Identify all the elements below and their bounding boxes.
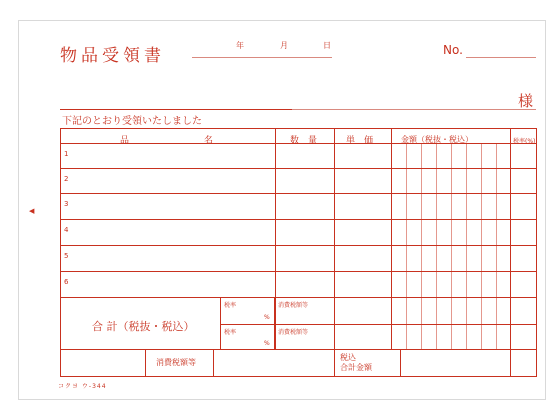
- date-day-label: 日: [323, 41, 331, 50]
- row-number-4: 4: [64, 226, 69, 234]
- form-title: 物品受領書: [60, 46, 165, 66]
- row-number-6: 6: [64, 278, 69, 286]
- header-tax-rate: 税率(%): [513, 138, 536, 145]
- table-outline: [61, 129, 537, 377]
- row-number-3: 3: [64, 200, 69, 208]
- header-name: 名: [204, 136, 214, 146]
- product-code: コクヨ ウ-344: [58, 383, 107, 390]
- date-month-label: 月: [280, 41, 288, 50]
- row-number-1: 1: [64, 150, 69, 158]
- tax-rate-label-2: 税率: [224, 329, 237, 336]
- header-item: 品: [120, 136, 130, 146]
- consumption-tax-label: 消費税額等: [156, 358, 196, 367]
- honorific-label: 様: [518, 92, 534, 110]
- date-year-label: 年: [236, 41, 244, 50]
- row-number-5: 5: [64, 252, 69, 260]
- tax-amount-label-1: 消費税額等: [278, 302, 309, 309]
- notice-text: 下記のとおり受領いたしました: [62, 116, 202, 127]
- total-label: 合 計（税抜・税込）: [92, 320, 195, 333]
- header-quantity: 数 量: [290, 136, 318, 146]
- margin-arrow-icon: ◀: [29, 207, 35, 215]
- row-number-2: 2: [64, 175, 69, 183]
- header-unit-price: 単 価: [346, 136, 374, 146]
- header-amount: 金額（税抜・税込）: [401, 135, 473, 144]
- tax-included-total-label: [340, 353, 372, 373]
- percent-label-1: %: [264, 314, 270, 321]
- tax-amount-label-2: 消費税額等: [278, 329, 309, 336]
- tax-included-line1: 税込: [340, 353, 356, 362]
- tax-rate-label-1: 税率: [224, 302, 237, 309]
- number-label: No.: [443, 43, 463, 57]
- tax-included-line2: 合計金額: [340, 363, 372, 372]
- percent-label-2: %: [264, 340, 270, 347]
